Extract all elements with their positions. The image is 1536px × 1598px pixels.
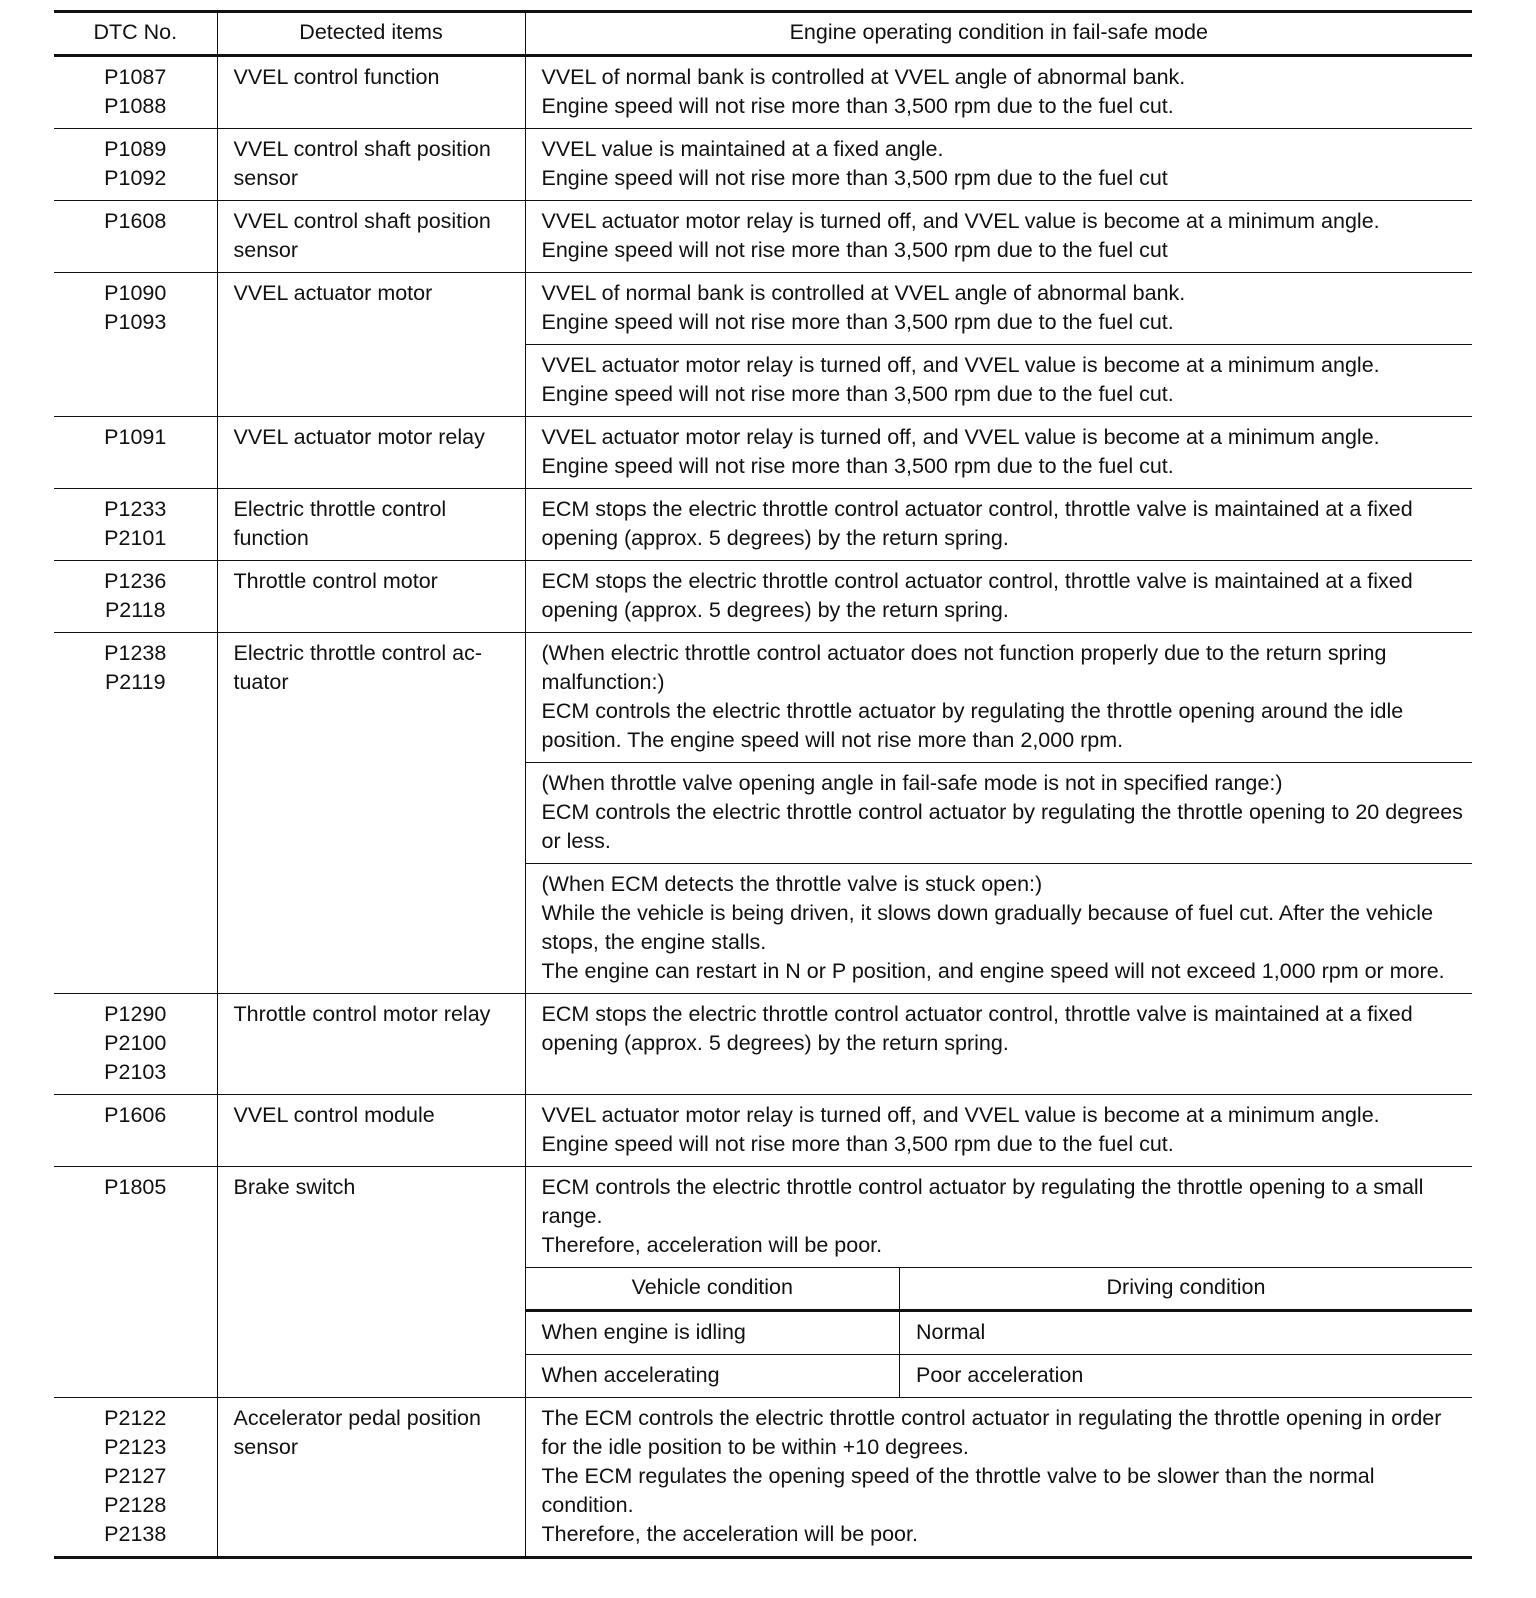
condition-line: Engine speed will not rise more than 3,500 rpm due to the fuel cut. <box>541 382 1174 406</box>
detected-item-cell <box>217 56 525 129</box>
condition-line: VVEL actuator motor relay is turned off, and VVEL value is become at a minimum angle. <box>541 353 1380 377</box>
table-row <box>54 994 1472 1095</box>
subtable-cell: When engine is idling <box>526 1311 900 1355</box>
table-row <box>54 561 1472 633</box>
detected-item-text: VVEL control module <box>233 1103 435 1127</box>
dtc-code: P1233 <box>104 497 167 521</box>
dtc-code: P1805 <box>104 1175 167 1199</box>
dtc-cell <box>54 129 217 201</box>
detected-item-cell <box>217 489 525 561</box>
dtc-cell <box>54 1167 217 1398</box>
table-row <box>54 1095 1472 1167</box>
condition-line: VVEL of normal bank is controlled at VVEL angle of abnormal bank. <box>541 65 1186 89</box>
dtc-code: P2127 <box>104 1464 167 1488</box>
condition-line: Engine speed will not rise more than 3,500 rpm due to the fuel cut <box>541 166 1168 190</box>
condition-line: ECM stops the electric throttle control actuator control, throttle valve is maintained at a fixed opening (approx. 5 degrees) by the return spring. <box>541 1002 1413 1055</box>
detected-item-text: Brake switch <box>233 1175 356 1199</box>
detected-item-cell <box>217 561 525 633</box>
dtc-code: P1606 <box>104 1103 167 1127</box>
condition-line: VVEL of normal bank is controlled at VVEL angle of abnormal bank. <box>541 281 1186 305</box>
condition-block <box>526 273 1473 344</box>
dtc-code: P1092 <box>104 166 167 190</box>
condition-line: Engine speed will not rise more than 3,500 rpm due to the fuel cut <box>541 238 1168 262</box>
dtc-code: P2123 <box>104 1435 167 1459</box>
detected-item-text: Throttle control motor relay <box>233 1002 491 1026</box>
condition-line: While the vehicle is being driven, it slows down gradually because of fuel cut. After the vehicle stops, the engine stalls. <box>541 901 1434 954</box>
detected-item-text: Electric throttle control function <box>233 497 447 550</box>
condition-block <box>526 201 1473 272</box>
dtc-code: P1090 <box>104 281 167 305</box>
condition-line: (When electric throttle control actuator does not function properly due to the return spring malfunction:) <box>541 641 1387 694</box>
header-dtc: DTC No. <box>54 12 217 56</box>
dtc-code: P1608 <box>104 209 167 233</box>
dtc-code: P2118 <box>104 598 166 622</box>
detected-item-cell <box>217 633 525 994</box>
condition-line: The ECM controls the electric throttle control actuator in regulating the throttle opening in order for the idle position to be within +10 degrees. <box>541 1406 1442 1459</box>
detected-item-cell <box>217 1398 525 1558</box>
dtc-cell <box>54 489 217 561</box>
condition-cell <box>525 273 1472 417</box>
subtable-cell: Normal <box>900 1311 1473 1355</box>
dtc-code: P1089 <box>104 137 167 161</box>
subtable-row <box>526 1311 1473 1355</box>
dtc-cell <box>54 56 217 129</box>
detected-item-text: VVEL actuator motor relay <box>233 425 485 449</box>
condition-line: (When ECM detects the throttle valve is stuck open:) <box>541 872 1043 896</box>
fail-safe-table <box>54 10 1472 1559</box>
condition-line: ECM controls the electric throttle control actuator by regulating the throttle opening to 20 degrees or less. <box>541 800 1463 853</box>
condition-line: Engine speed will not rise more than 3,500 rpm due to the fuel cut. <box>541 310 1174 334</box>
condition-line: Engine speed will not rise more than 3,500 rpm due to the fuel cut. <box>541 1132 1174 1156</box>
detected-item-text: VVEL actuator motor <box>233 281 433 305</box>
condition-cell <box>525 129 1472 201</box>
condition-line: ECM controls the electric throttle actuator by regulating the throttle opening around the idle position. The engine speed will not rise more than 2,000 rpm. <box>541 699 1404 752</box>
condition-block <box>526 561 1473 632</box>
dtc-code: P1236 <box>104 569 167 593</box>
header-detected-items: Detected items <box>217 12 525 56</box>
condition-line: ECM stops the electric throttle control actuator control, throttle valve is maintained at a fixed opening (approx. 5 degrees) by the return spring. <box>541 569 1413 622</box>
dtc-code: P2101 <box>104 526 167 550</box>
condition-cell <box>525 633 1472 994</box>
condition-cell <box>525 994 1472 1095</box>
detected-item-text: Throttle control motor <box>233 569 438 593</box>
table-row <box>54 1398 1472 1558</box>
header-engine-condition: Engine operating condition in fail-safe mode <box>525 12 1472 56</box>
condition-line: (When throttle valve opening angle in fail-safe mode is not in specified range:) <box>541 771 1283 795</box>
table-row <box>54 201 1472 273</box>
detected-item-text: Electric throttle control ac-tuator <box>233 641 483 694</box>
condition-line: The ECM regulates the opening speed of the throttle valve to be slower than the normal condition. <box>541 1464 1375 1517</box>
condition-block <box>526 344 1473 416</box>
subtable-cell: When accelerating <box>526 1355 900 1398</box>
condition-block <box>526 1167 1473 1267</box>
table-body <box>54 56 1472 1558</box>
dtc-code: P2119 <box>104 670 166 694</box>
condition-line: Engine speed will not rise more than 3,500 rpm due to the fuel cut. <box>541 94 1174 118</box>
dtc-cell <box>54 417 217 489</box>
condition-line: ECM stops the electric throttle control actuator control, throttle valve is maintained at a fixed opening (approx. 5 degrees) by the return spring. <box>541 497 1413 550</box>
condition-block <box>526 57 1473 128</box>
condition-line: VVEL actuator motor relay is turned off, and VVEL value is become at a minimum angle. <box>541 425 1380 449</box>
condition-line: ECM controls the electric throttle control actuator by regulating the throttle opening to a small range. <box>541 1175 1424 1228</box>
condition-cell <box>525 1398 1472 1558</box>
condition-cell <box>525 1167 1472 1398</box>
dtc-cell <box>54 633 217 994</box>
dtc-cell <box>54 1095 217 1167</box>
detected-item-text: Accelerator pedal position sensor <box>233 1406 481 1459</box>
dtc-code: P1290 <box>104 1002 167 1026</box>
dtc-code: P2122 <box>104 1406 167 1430</box>
dtc-code: P2128 <box>104 1493 167 1517</box>
condition-cell <box>525 56 1472 129</box>
condition-line: VVEL actuator motor relay is turned off, and VVEL value is become at a minimum angle. <box>541 1103 1380 1127</box>
detected-item-text: VVEL control shaft position sensor <box>233 209 491 262</box>
subtable-cell: Poor acceleration <box>900 1355 1473 1398</box>
condition-cell <box>525 201 1472 273</box>
table-row <box>54 417 1472 489</box>
condition-block <box>526 1398 1473 1556</box>
dtc-code: P1087 <box>104 65 167 89</box>
condition-cell <box>525 1095 1472 1167</box>
subtable-header: Driving condition <box>900 1268 1473 1311</box>
table-header-row <box>54 12 1472 56</box>
condition-block <box>526 994 1473 1065</box>
subtable-header-row <box>526 1268 1473 1311</box>
condition-cell <box>525 417 1472 489</box>
table-row <box>54 633 1472 994</box>
condition-cell <box>525 489 1472 561</box>
condition-line: Therefore, acceleration will be poor. <box>541 1233 883 1257</box>
dtc-code: P1088 <box>104 94 167 118</box>
condition-block <box>526 1095 1473 1166</box>
dtc-code: P2103 <box>104 1060 167 1084</box>
subtable-row <box>526 1355 1473 1398</box>
condition-block <box>526 863 1473 993</box>
dtc-code: P1238 <box>104 641 167 665</box>
condition-line: Therefore, the acceleration will be poor. <box>541 1522 918 1546</box>
dtc-cell <box>54 561 217 633</box>
driving-condition-subtable <box>526 1267 1473 1397</box>
detected-item-cell <box>217 994 525 1095</box>
condition-block <box>526 417 1473 488</box>
condition-block <box>526 762 1473 863</box>
table-row <box>54 489 1472 561</box>
detected-item-cell <box>217 1095 525 1167</box>
dtc-cell <box>54 273 217 417</box>
table-row <box>54 273 1472 417</box>
detected-item-text: VVEL control shaft position sensor <box>233 137 491 190</box>
detected-item-cell <box>217 129 525 201</box>
detected-item-cell <box>217 201 525 273</box>
condition-cell <box>525 561 1472 633</box>
table-row <box>54 56 1472 129</box>
dtc-code: P2100 <box>104 1031 167 1055</box>
detected-item-cell <box>217 273 525 417</box>
dtc-code: P1093 <box>104 310 167 334</box>
condition-line: The engine can restart in N or P position, and engine speed will not exceed 1,000 rpm or more. <box>541 959 1445 983</box>
detected-item-text: VVEL control function <box>233 65 440 89</box>
condition-block <box>526 129 1473 200</box>
table-row <box>54 1167 1472 1398</box>
dtc-cell <box>54 994 217 1095</box>
table-row <box>54 129 1472 201</box>
fail-safe-table-container <box>54 10 1472 1559</box>
condition-line: VVEL actuator motor relay is turned off, and VVEL value is become at a minimum angle. <box>541 209 1380 233</box>
subtable-header: Vehicle condition <box>526 1268 900 1311</box>
detected-item-cell <box>217 1167 525 1398</box>
detected-item-cell <box>217 417 525 489</box>
condition-block <box>526 633 1473 762</box>
condition-block <box>526 489 1473 560</box>
dtc-code: P2138 <box>104 1522 167 1546</box>
dtc-code: P1091 <box>104 425 167 449</box>
condition-line: VVEL value is maintained at a fixed angle. <box>541 137 944 161</box>
dtc-cell <box>54 201 217 273</box>
dtc-cell <box>54 1398 217 1558</box>
condition-line: Engine speed will not rise more than 3,500 rpm due to the fuel cut. <box>541 454 1174 478</box>
